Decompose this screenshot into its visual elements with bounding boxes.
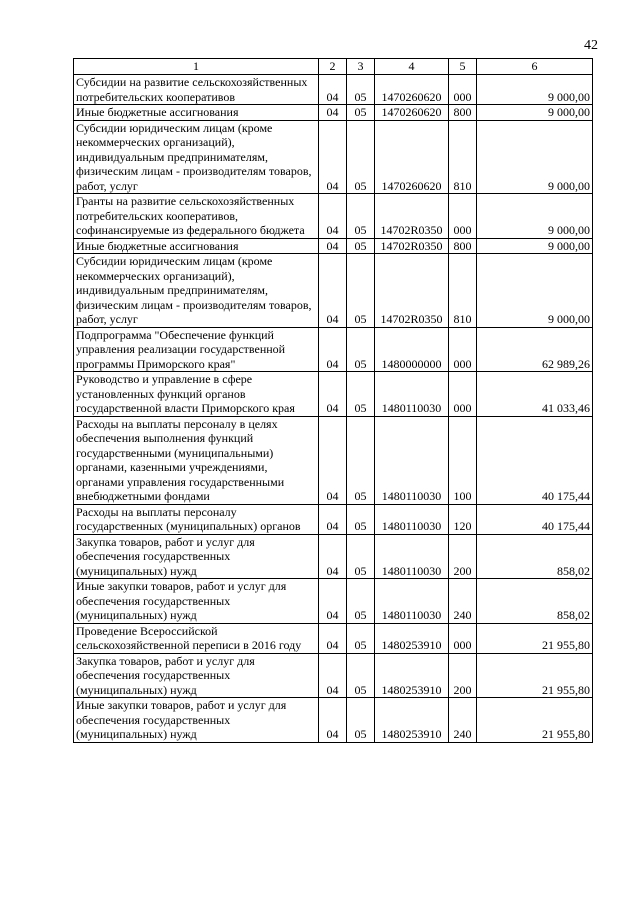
expense-type-cell: 800: [449, 238, 477, 254]
subsection-code-cell: 05: [347, 254, 375, 328]
row-name-cell: Иные бюджетные ассигнования: [74, 105, 319, 121]
target-article-cell: 14702R0350: [375, 238, 449, 254]
amount-cell: 21 955,80: [477, 653, 593, 698]
table-row: [74, 254, 593, 328]
section-code-cell: 04: [319, 416, 347, 504]
section-code-cell: 04: [319, 579, 347, 624]
section-code-cell: 04: [319, 254, 347, 328]
table-row: [74, 504, 593, 534]
expense-type-cell: 200: [449, 534, 477, 579]
table-row: [74, 534, 593, 579]
subsection-code-cell: 05: [347, 238, 375, 254]
table-row: [74, 75, 593, 105]
row-name-cell: Подпрограмма "Обеспечение функций управления реализации государственной программы Приморского края": [74, 327, 319, 372]
amount-cell: 9 000,00: [477, 75, 593, 105]
subsection-code-cell: 05: [347, 120, 375, 194]
expense-type-cell: 200: [449, 653, 477, 698]
column-header: 1: [74, 59, 319, 75]
table-row: [74, 105, 593, 121]
subsection-code-cell: 05: [347, 416, 375, 504]
amount-cell: 40 175,44: [477, 504, 593, 534]
expense-type-cell: 000: [449, 75, 477, 105]
subsection-code-cell: 05: [347, 105, 375, 121]
target-article-cell: 1480110030: [375, 534, 449, 579]
section-code-cell: 04: [319, 653, 347, 698]
section-code-cell: 04: [319, 75, 347, 105]
amount-cell: 9 000,00: [477, 120, 593, 194]
table-row: [74, 653, 593, 698]
amount-cell: 21 955,80: [477, 698, 593, 743]
table-row: [74, 623, 593, 653]
table-row: [74, 327, 593, 372]
subsection-code-cell: 05: [347, 194, 375, 239]
target-article-cell: 1470260620: [375, 105, 449, 121]
section-code-cell: 04: [319, 194, 347, 239]
row-name-cell: Закупка товаров, работ и услуг для обеспечения государственных (муниципальных) нужд: [74, 534, 319, 579]
target-article-cell: 1480110030: [375, 416, 449, 504]
subsection-code-cell: 05: [347, 534, 375, 579]
target-article-cell: 14702R0350: [375, 194, 449, 239]
subsection-code-cell: 05: [347, 327, 375, 372]
expense-type-cell: 810: [449, 120, 477, 194]
subsection-code-cell: 05: [347, 653, 375, 698]
target-article-cell: 1480253910: [375, 698, 449, 743]
row-name-cell: Расходы на выплаты персоналу государственных (муниципальных) органов: [74, 504, 319, 534]
expense-type-cell: 240: [449, 579, 477, 624]
subsection-code-cell: 05: [347, 623, 375, 653]
row-name-cell: Закупка товаров, работ и услуг для обеспечения государственных (муниципальных) нужд: [74, 653, 319, 698]
table-row: [74, 579, 593, 624]
amount-cell: 858,02: [477, 534, 593, 579]
expense-type-cell: 000: [449, 327, 477, 372]
table-row: [74, 194, 593, 239]
amount-cell: 858,02: [477, 579, 593, 624]
section-code-cell: 04: [319, 504, 347, 534]
amount-cell: 40 175,44: [477, 416, 593, 504]
section-code-cell: 04: [319, 623, 347, 653]
amount-cell: 62 989,26: [477, 327, 593, 372]
row-name-cell: Субсидии на развитие сельскохозяйственных потребительских кооперативов: [74, 75, 319, 105]
target-article-cell: 1480110030: [375, 579, 449, 624]
subsection-code-cell: 05: [347, 372, 375, 417]
expense-type-cell: 000: [449, 372, 477, 417]
section-code-cell: 04: [319, 698, 347, 743]
expense-type-cell: 100: [449, 416, 477, 504]
row-name-cell: Проведение Всероссийской сельскохозяйственной переписи в 2016 году: [74, 623, 319, 653]
row-name-cell: Иные закупки товаров, работ и услуг для обеспечения государственных (муниципальных) нужд: [74, 579, 319, 624]
column-header: 4: [375, 59, 449, 75]
row-name-cell: Субсидии юридическим лицам (кроме некоммерческих организаций), индивидуальным предпринимателям, физическим лицам - производителям товаров, работ, услуг: [74, 254, 319, 328]
table-row: [74, 372, 593, 417]
target-article-cell: 1480110030: [375, 504, 449, 534]
expense-type-cell: 000: [449, 623, 477, 653]
table-row: [74, 238, 593, 254]
amount-cell: 21 955,80: [477, 623, 593, 653]
budget-table: [73, 58, 593, 743]
column-header: 6: [477, 59, 593, 75]
subsection-code-cell: 05: [347, 75, 375, 105]
row-name-cell: Иные бюджетные ассигнования: [74, 238, 319, 254]
amount-cell: 9 000,00: [477, 238, 593, 254]
section-code-cell: 04: [319, 105, 347, 121]
section-code-cell: 04: [319, 534, 347, 579]
row-name-cell: Расходы на выплаты персоналу в целях обеспечения выполнения функций государственными (муниципальными) органами, казенными учреждениями, органами управления государственными внебюджетными фондами: [74, 416, 319, 504]
subsection-code-cell: 05: [347, 698, 375, 743]
target-article-cell: 1480253910: [375, 653, 449, 698]
column-header: 2: [319, 59, 347, 75]
section-code-cell: 04: [319, 372, 347, 417]
row-name-cell: Субсидии юридическим лицам (кроме некоммерческих организаций), индивидуальным предпринимателям, физическим лицам - производителям товаров, работ, услуг: [74, 120, 319, 194]
expense-type-cell: 120: [449, 504, 477, 534]
section-code-cell: 04: [319, 120, 347, 194]
column-header: 3: [347, 59, 375, 75]
target-article-cell: 1470260620: [375, 75, 449, 105]
amount-cell: 41 033,46: [477, 372, 593, 417]
table-row: [74, 120, 593, 194]
expense-type-cell: 810: [449, 254, 477, 328]
expense-type-cell: 800: [449, 105, 477, 121]
target-article-cell: 1480000000: [375, 327, 449, 372]
amount-cell: 9 000,00: [477, 194, 593, 239]
row-name-cell: Иные закупки товаров, работ и услуг для обеспечения государственных (муниципальных) нужд: [74, 698, 319, 743]
section-code-cell: 04: [319, 238, 347, 254]
target-article-cell: 1480253910: [375, 623, 449, 653]
expense-type-cell: 000: [449, 194, 477, 239]
expense-type-cell: 240: [449, 698, 477, 743]
subsection-code-cell: 05: [347, 504, 375, 534]
table-row: [74, 698, 593, 743]
target-article-cell: 14702R0350: [375, 254, 449, 328]
amount-cell: 9 000,00: [477, 254, 593, 328]
row-name-cell: Руководство и управление в сфере установленных функций органов государственной власти Приморского края: [74, 372, 319, 417]
section-code-cell: 04: [319, 327, 347, 372]
table-header-row: [74, 59, 593, 75]
subsection-code-cell: 05: [347, 579, 375, 624]
table-row: [74, 416, 593, 504]
target-article-cell: 1470260620: [375, 120, 449, 194]
column-header: 5: [449, 59, 477, 75]
row-name-cell: Гранты на развитие сельскохозяйственных потребительских кооперативов, софинансируемые из федерального бюджета: [74, 194, 319, 239]
amount-cell: 9 000,00: [477, 105, 593, 121]
page-number: 42: [584, 38, 598, 53]
target-article-cell: 1480110030: [375, 372, 449, 417]
